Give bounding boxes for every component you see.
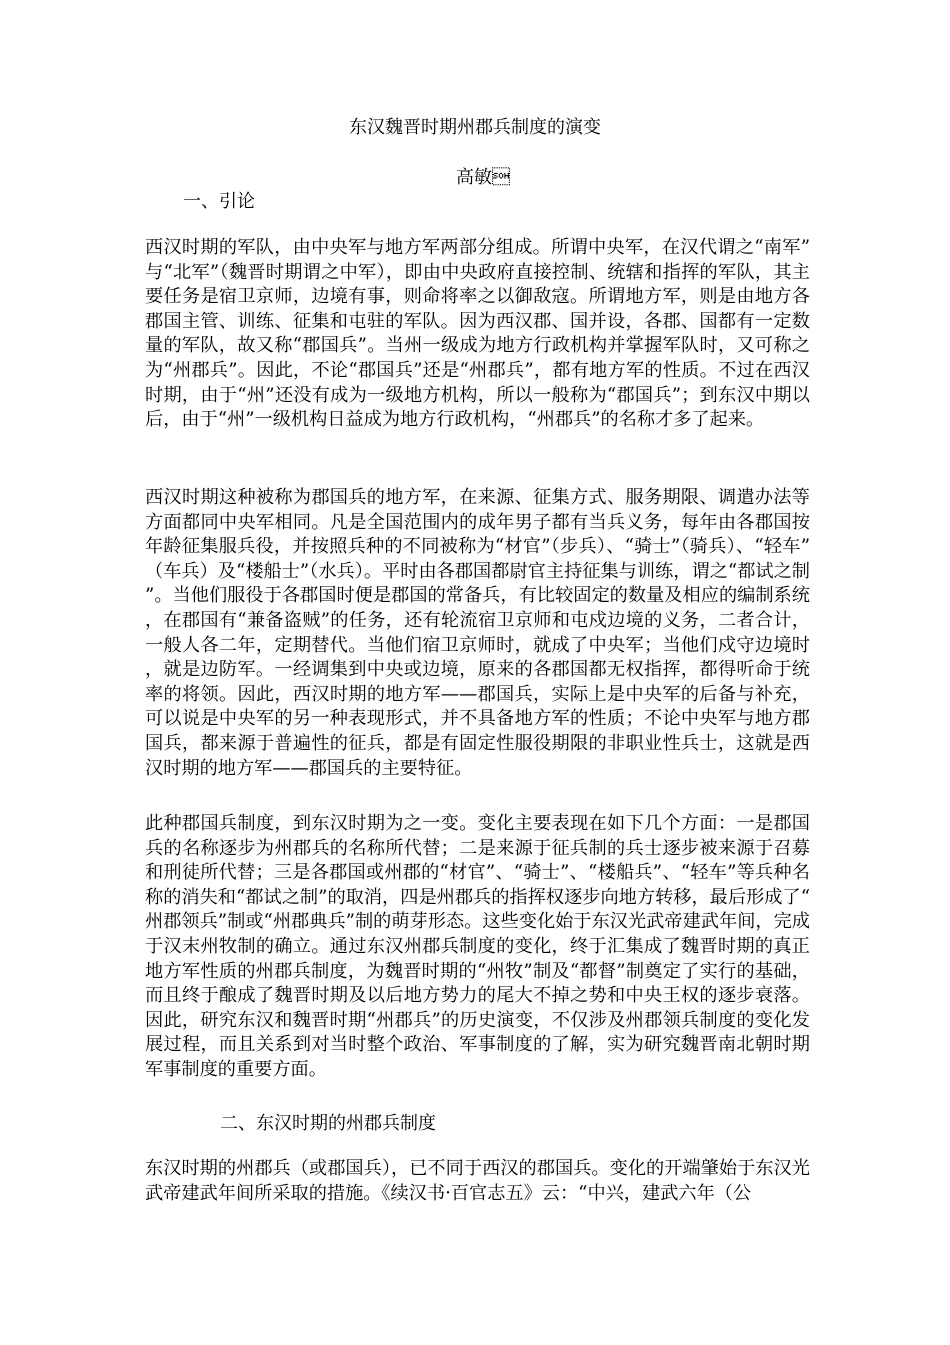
paragraph: 此种郡国兵制度，到东汉时期为之一变。变化主要表现在如下几个方面：一是郡国兵的名称逐步为州郡兵的名称所代替；二是来源于征兵制的兵士逐步被来源于召募和刑徒所代替；三是各郡国或州郡的“材官”、“骑士”、“楼船兵”、“轻车”等兵种名称的消失和“都试之制”的取消，四是州郡兵的指挥权逐步向地方转移，最后形成了“州郡领兵”制或“州郡典兵”制的萌芽形态。这些变化始于东汉光武帝建武年间，完成于汉末州牧制的确立。通过东汉州郡兵制度的变化，终于汇集成了魏晋时期的真正地方军性质的州郡兵制度，为魏晋时期的“州牧”制及“都督”制奠定了实行的基础，而且终于酿成了魏晋时期及以后地方势力的尾大不掉之势和中央王权的逐步衰落。因此，研究东汉和魏晋时期“州郡兵”的历史演变，不仅涉及州郡领兵制度的变化发展过程，而且关系到对当时整个政治、军事制度的了解，实为研究魏晋南北朝时期军事制度的重要方面。	[145, 813, 810, 1080]
paragraph: 西汉时期这种被称为郡国兵的地方军，在来源、征集方式、服务期限、调遣办法等方面都同中央军相同。凡是全国范围内的成年男子都有当兵义务，每年由各郡国按年龄征集服兵役，并按照兵种的不同被称为“材官”（步兵）、“骑士”（骑兵）、“轻车”（车兵）及“楼船士”（水兵）。平时由各郡国都尉官主持征集与训练，谓之“都试之制”。当他们服役于各郡国时便是郡国的常备兵，有比较固定的数量及相应的编制系统，在郡国有“兼备盗贼”的任务，还有轮流宿卫京师和屯戍边境的义务，二者合计，一般人各二年，定期替代。当他们宿卫京师时，就成了中央军；当他们戍守边境时，就是边防军。一经调集到中央或边境，原来的各郡国都无权指挥，都得听命于统率的将领。因此，西汉时期的地方军——郡国兵，实际上是中央军的后备与补充，可以说是中央军的另一种表现形式，并不具备地方军的性质；不论中央军与地方郡国兵，都来源于普遍性的征兵，都是有固定性服役期限的非职业性兵士，这就是西汉时期的地方军——郡国兵的主要特征。	[145, 487, 810, 779]
document-title: 东汉魏晋时期州郡兵制度的演变	[349, 117, 601, 138]
paragraph: 东汉时期的州郡兵（或郡国兵），已不同于西汉的郡国兵。变化的开端肇始于东汉光武帝建武年间所采取的措施。《续汉书·百官志五》云：“中兴，建武六年（公	[145, 1158, 810, 1204]
section-heading-introduction: 一、引论	[183, 191, 255, 212]
paragraph: 西汉时期的军队，由中央军与地方军两部分组成。所谓中央军，在汉代谓之“南军”与“北军”（魏晋时期谓之中军），即由中央政府直接控制、统辖和指挥的军队，其主要任务是宿卫京师，边境有事，则命将率之以御敌寇。所谓地方军，则是由地方各郡国主管、训练、征集和屯驻的军队。因为西汉郡、国并设，各郡、国都有一定数量的军队，故又称“郡国兵”。当州一级成为地方行政机构并掌握军队时，又可称之为“州郡兵”。因此，不论“郡国兵”还是“州郡兵”，都有地方军的性质。不过在西汉时期，由于“州”还没有成为一级地方机构，所以一般称为“郡国兵”；到东汉中期以后，由于“州”一级机构日益成为地方行政机构，“州郡兵”的名称才多了起来。	[145, 237, 810, 431]
section-heading-eastern-han: 二、东汉时期的州郡兵制度	[220, 1113, 436, 1134]
document-author: 高敏	[456, 167, 510, 188]
